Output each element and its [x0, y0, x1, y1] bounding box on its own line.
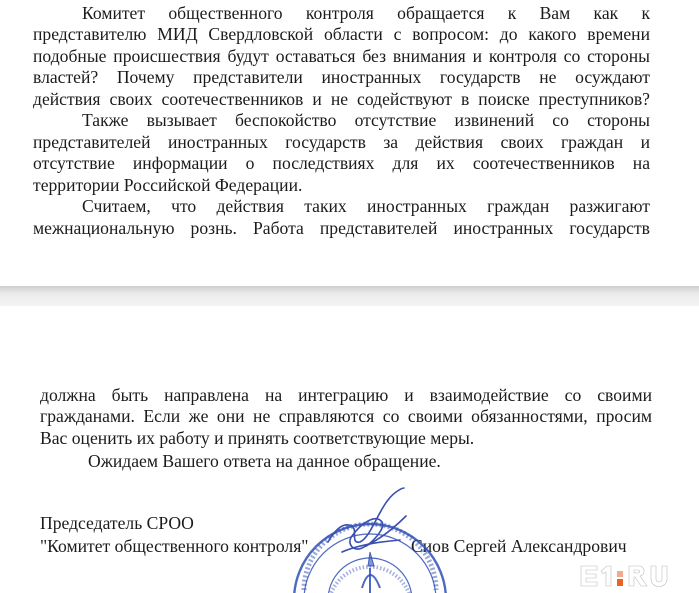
text-line: должна быть направлена на интеграцию и взаимодействие со своими [40, 385, 652, 405]
text-line: Также вызывает беспокойство отсутствие извинений со стороны [82, 110, 650, 130]
text-line: действия своих соотечественников и не содействуют в поиске преступников? [33, 89, 650, 109]
text-line: межнациональную рознь. Работа представителей иностранных государств [33, 218, 650, 238]
signatory-title: Председатель СРОО [40, 513, 194, 533]
document-page-1 [0, 0, 699, 286]
text-line: Считаем, что действия таких иностранных граждан разжигают [82, 196, 650, 216]
text-line: представителей иностранных государств за действия своих граждан и [33, 132, 650, 152]
text-line: территории Российской Федерации. [33, 175, 303, 195]
text-line: отсутствие информации о последствиях для их соотечественников на [33, 153, 650, 173]
text-line: подобные происшествия будут оставаться без внимания и контроля со стороны [33, 46, 650, 66]
e1-watermark-logo-icon [577, 561, 685, 591]
signatory-name: Сиов Сергей Александрович [411, 536, 627, 556]
handwritten-signature-icon [322, 482, 412, 562]
text-line: властей? Почему представители иностранных государств не осуждают [33, 67, 650, 87]
page-separator [0, 286, 699, 306]
text-line: представителю МИД Свердловской области с вопросом: до какого времени [33, 24, 650, 44]
text-line: Комитет общественного контроля обращается к Вам как к [82, 3, 650, 23]
text-line: Вас оценить их работу и принять соответствующие меры. [40, 428, 475, 448]
signatory-org: "Комитет общественного контроля" [40, 536, 309, 556]
text-line: Ожидаем Вашего ответа на данное обращение. [88, 451, 441, 471]
text-line: гражданами. Если же они не справляются со своими обязанностями, просим [40, 406, 652, 426]
